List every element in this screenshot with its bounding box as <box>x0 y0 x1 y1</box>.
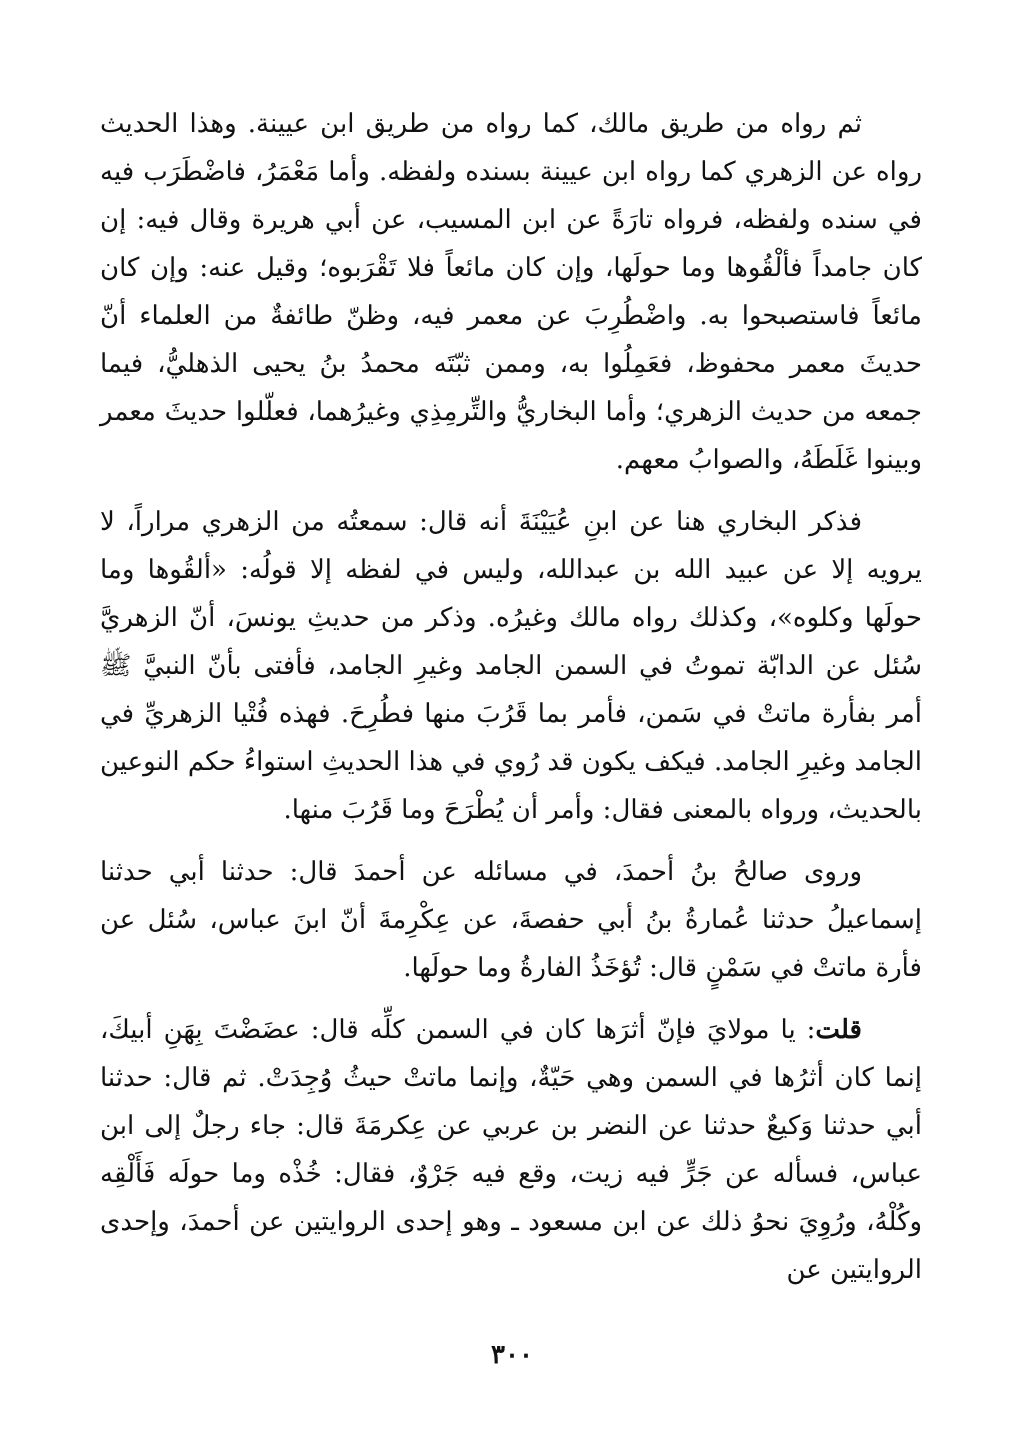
page-number: ٣٠٠ <box>491 1340 533 1370</box>
paragraph-3 <box>100 848 922 992</box>
paragraph-4-lead: قلت <box>815 1015 862 1045</box>
paragraph-3-text: وروى صالحُ بنُ أحمدَ، في مسائله عن أحمدَ قال: حدثنا أبي حدثنا إسماعيلُ حدثنا عُمارةُ بنُ أبي حفصةَ، عن عِكْرِمةَ أنّ ابنَ عباس، سُئل عن فأرة ماتتْ في سَمْنٍ قال: تُؤخَذُ الفارةُ وما حولَها. <box>100 857 922 983</box>
paragraph-1-text: ثم رواه من طريق مالك، كما رواه من طريق ابن عيينة. وهذا الحديث رواه عن الزهري كما رواه ابن عيينة بسنده ولفظه. وأما مَعْمَرُ، فاضْطَرَب فيه في سنده ولفظه، فرواه تارَةً عن ابن المسيب، عن أبي هريرة وقال فيه: إن كان جامداً فألْقُوها وما حولَها، وإن كان مائعاً فلا تَقْرَبوه؛ وقيل عنه: وإن كان مائعاً فاستصبحوا به. واضْطُرِبَ عن معمر فيه، وظنّ طائفةٌ من العلماء أنّ حديثَ معمر محفوظ، فعَمِلُوا به، وممن ثبّتَه محمدُ بنُ يحيى الذهليُّ، فيما جمعه من حديث الزهري؛ وأما البخاريُّ والتِّرمِذِي وغيرُهما، فعلّلوا حديثَ معمر وبينوا غَلَطَهُ، والصوابُ معهم. <box>100 109 922 475</box>
paragraph-2 <box>100 498 922 834</box>
paragraph-1 <box>100 100 922 484</box>
paragraph-2-text: فذكر البخاري هنا عن ابنِ عُيَيْنَةَ أنه قال: سمعتُه من الزهري مراراً، لا يرويه إلا عن عبيد الله بن عبدالله، وليس في لفظه إلا قولُه: «ألقُوها وما حولَها وكلوه»، وكذلك رواه مالك وغيرُه. وذكر من حديثِ يونسَ، أنّ الزهريَّ سُئل عن الدابّة تموتُ في السمن الجامد وغيرِ الجامد، فأفتى بأنّ النبيَّ ﷺ أمر بفأرة ماتتْ في سَمن، فأمر بما قَرُبَ منها فطُرِحَ. فهذه فُتْيا الزهريِّ في الجامد وغيرِ الجامد. فيكف يكون قد رُوي في هذا الحديثِ استواءُ حكم النوعين بالحديث، ورواه بالمعنى فقال: وأمر أن يُطْرَحَ وما قَرُبَ منها. <box>100 507 922 825</box>
body-text <box>100 100 922 1308</box>
paragraph-4-text: : يا مولايَ فإنّ أثرَها كان في السمن كلِّه قال: عضَضْتَ بِهَنِ أبيكَ، إنما كان أثرُها في السمن وهي حَيّةٌ، وإنما ماتتْ حيثُ وُجِدَتْ. ثم قال: حدثنا أبي حدثنا وَكيعٌ حدثنا عن النضر بن عربي عن عِكرمَةَ قال: جاء رجلٌ إلى ابن عباس، فسأله عن جَرٍّ فيه زيت، وقع فيه جَرْوٌ، فقال: خُذْه وما حولَه فَأَلْقِه وكُلْهُ، ورُوِيَ نحوُ ذلك عن ابن مسعود ـ وهو إحدى الروايتين عن أحمدَ، وإحدى الروايتين عن <box>100 1015 922 1285</box>
paragraph-4 <box>100 1006 922 1294</box>
